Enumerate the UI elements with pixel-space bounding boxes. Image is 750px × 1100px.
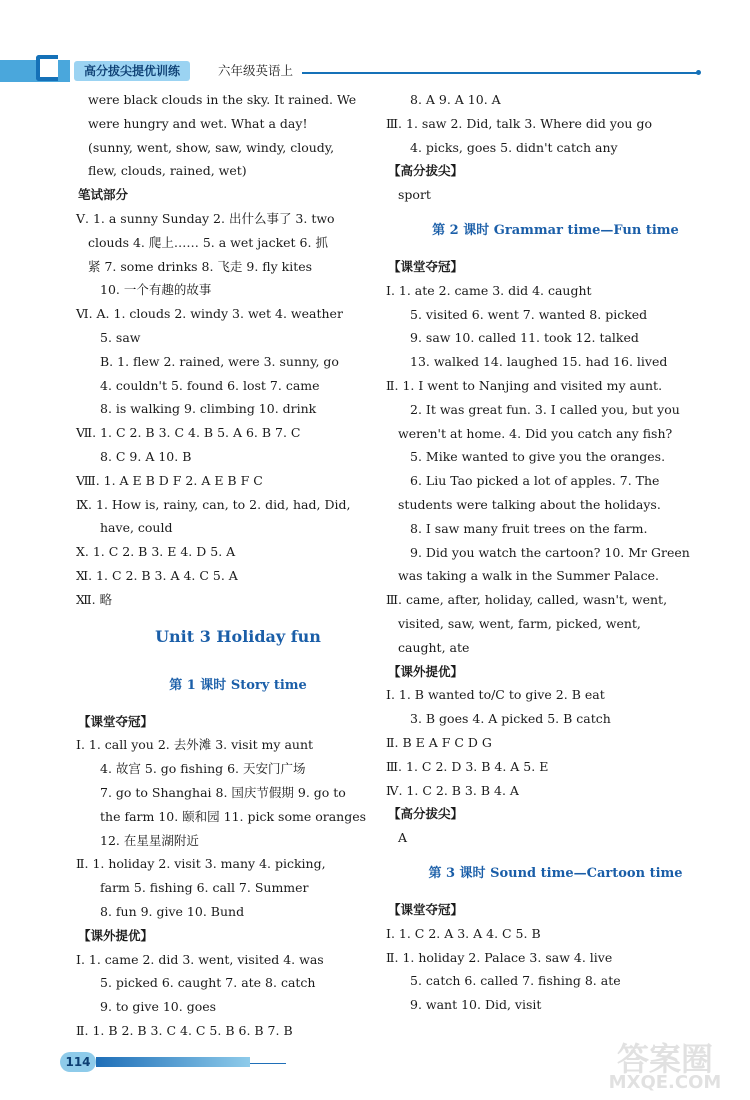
answer-line: 8. fun 9. give 10. Bund <box>100 903 245 919</box>
page-header <box>0 50 750 90</box>
answer-line: clouds 4. 爬上…… 5. a wet jacket 6. 抓 <box>88 234 328 250</box>
answer-line: 13. walked 14. laughed 15. had 16. lived <box>410 354 668 370</box>
answer-item: Ⅰ. 1. call you 2. 去外滩 3. visit my aunt <box>76 737 314 753</box>
answer-line: 12. 在星星湖附近 <box>100 832 199 848</box>
section-heading: 【课堂夺冠】 <box>388 258 464 274</box>
answer-item: Ⅱ. B E A F C D G <box>386 734 492 750</box>
answer-item: Ⅲ. came, after, holiday, called, wasn't, went, <box>386 592 668 608</box>
book-subtitle: 六年级英语上 <box>218 63 294 78</box>
answer-item: Ⅸ. 1. How is, rainy, can, to 2. did, had, Did, <box>76 496 351 512</box>
page-number: 114 <box>60 1052 96 1072</box>
answer-line: 9. want 10. Did, visit <box>410 997 542 1013</box>
answer-line: 2. It was great fun. 3. I called you, but you <box>410 401 680 417</box>
answer-item: Ⅱ. 1. I went to Nanjing and visited my aunt. <box>386 377 663 393</box>
answer-line: 10. 一个有趣的故事 <box>100 282 212 298</box>
book-title: 高分拔尖提优训练 <box>74 61 190 81</box>
header-rule <box>302 72 698 74</box>
answer-line: 3. B goes 4. A picked 5. B catch <box>410 711 611 727</box>
section-heading: 【课外提优】 <box>78 927 154 943</box>
answer-line: 5. saw <box>100 329 141 345</box>
answer-item: Ⅰ. 1. B wanted to/C to give 2. B eat <box>386 687 605 703</box>
answer-item: Ⅵ. A. 1. clouds 2. windy 3. wet 4. weather <box>76 306 343 322</box>
section-heading: 【课堂夺冠】 <box>78 713 154 729</box>
left-column <box>76 88 388 1043</box>
lesson-title: 第 2 课时 Grammar time—Fun time <box>432 222 679 238</box>
answer-item: Ⅷ. 1. A E B D F 2. A E B F C <box>76 472 263 488</box>
answer-line: B. 1. flew 2. rained, were 3. sunny, go <box>100 353 339 369</box>
answer-line: 4. picks, goes 5. didn't catch any <box>410 139 618 155</box>
answer-line: were black clouds in the sky. It rained. We <box>88 92 357 107</box>
answer-line: 8. A 9. A 10. A <box>410 92 501 107</box>
answer-line: 9. saw 10. called 11. took 12. talked <box>410 330 639 346</box>
answer-line: 5. catch 6. called 7. fishing 8. ate <box>410 973 621 989</box>
section-heading: 【高分拔尖】 <box>388 806 464 822</box>
right-column <box>386 88 713 1017</box>
answer-line: 8. I saw many fruit trees on the farm. <box>410 520 648 536</box>
answer-line: 8. C 9. A 10. B <box>100 448 192 464</box>
answer-line: 5. visited 6. went 7. wanted 8. picked <box>410 306 648 322</box>
watermark-url: MXQE.COM <box>608 1072 722 1093</box>
answer-item: Ⅲ. 1. saw 2. Did, talk 3. Where did you go <box>386 115 652 131</box>
lesson-title: 第 3 课时 Sound time—Cartoon time <box>428 865 683 881</box>
answer-line: sport <box>398 187 431 203</box>
answer-item: Ⅺ. 1. C 2. B 3. A 4. C 5. A <box>76 567 238 583</box>
answer-line: visited, saw, went, farm, picked, went, <box>398 615 641 631</box>
answer-line: weren't at home. 4. Did you catch any fish? <box>398 425 673 441</box>
answer-line: were hungry and wet. What a day! <box>88 115 308 131</box>
answer-line: 4. couldn't 5. found 6. lost 7. came <box>100 377 320 393</box>
answer-line: (sunny, went, show, saw, windy, cloudy, <box>88 139 335 155</box>
answer-line: have, could <box>100 520 173 536</box>
answer-line: caught, ate <box>398 639 470 655</box>
section-heading: 【课堂夺冠】 <box>388 901 464 917</box>
answer-item: Ⅻ. 略 <box>76 591 113 607</box>
answer-line: flew, clouds, rained, wet) <box>88 163 247 179</box>
watermark-text: 答案圈 <box>616 1040 713 1078</box>
answer-line: 8. is walking 9. climbing 10. drink <box>100 401 317 417</box>
answer-item: Ⅱ. 1. holiday 2. Palace 3. saw 4. live <box>386 949 613 965</box>
unit-title: Unit 3 Holiday fun <box>155 626 321 646</box>
answer-line: 6. Liu Tao picked a lot of apples. 7. The <box>410 473 660 489</box>
answer-line: 紧 7. some drinks 8. 飞走 9. fly kites <box>88 258 313 274</box>
answer-line: 9. to give 10. goes <box>100 999 217 1015</box>
answer-item: Ⅰ. 1. C 2. A 3. A 4. C 5. B <box>386 925 541 941</box>
answer-item: Ⅱ. 1. holiday 2. visit 3. many 4. picking, <box>76 856 326 872</box>
answer-line: was taking a walk in the Summer Palace. <box>398 568 659 584</box>
answer-item: Ⅱ. 1. B 2. B 3. C 4. C 5. B 6. B 7. B <box>76 1022 293 1038</box>
answer-item: Ⅳ. 1. C 2. B 3. B 4. A <box>386 782 519 798</box>
answer-item: Ⅴ. 1. a sunny Sunday 2. 出什么事了 3. two <box>76 210 335 226</box>
footer-line <box>250 1063 286 1064</box>
footer-bar <box>96 1057 250 1067</box>
answer-line: students were talking about the holidays. <box>398 496 661 512</box>
answer-line: 5. picked 6. caught 7. ate 8. catch <box>100 975 316 991</box>
answer-line: the farm 10. 颐和园 11. pick some oranges <box>100 808 367 824</box>
watermark-logo <box>590 1034 740 1094</box>
answer-line: 7. go to Shanghai 8. 国庆节假期 9. go to <box>100 784 346 800</box>
header-bar <box>0 60 70 82</box>
lesson-title: 第 1 课时 Story time <box>169 677 307 693</box>
answer-item: Ⅹ. 1. C 2. B 3. E 4. D 5. A <box>76 544 236 560</box>
header-rule-dot <box>696 70 701 75</box>
book-logo-icon <box>36 55 58 81</box>
answer-item: Ⅲ. 1. C 2. D 3. B 4. A 5. E <box>386 758 549 774</box>
section-heading: 【课外提优】 <box>388 663 464 679</box>
answer-item: Ⅰ. 1. came 2. did 3. went, visited 4. was <box>76 951 324 967</box>
answer-item: Ⅶ. 1. C 2. B 3. C 4. B 5. A 6. B 7. C <box>76 425 301 441</box>
answer-line: 9. Did you watch the cartoon? 10. Mr Green <box>410 544 690 560</box>
section-heading: 笔试部分 <box>78 187 129 203</box>
answer-line: farm 5. fishing 6. call 7. Summer <box>100 880 309 896</box>
section-heading: 【高分拔尖】 <box>388 163 464 179</box>
answer-line: A <box>398 830 408 846</box>
answer-line: 4. 故宫 5. go fishing 6. 天安门广场 <box>100 761 306 777</box>
answer-line: 5. Mike wanted to give you the oranges. <box>410 449 666 465</box>
answer-item: Ⅰ. 1. ate 2. came 3. did 4. caught <box>386 282 592 298</box>
